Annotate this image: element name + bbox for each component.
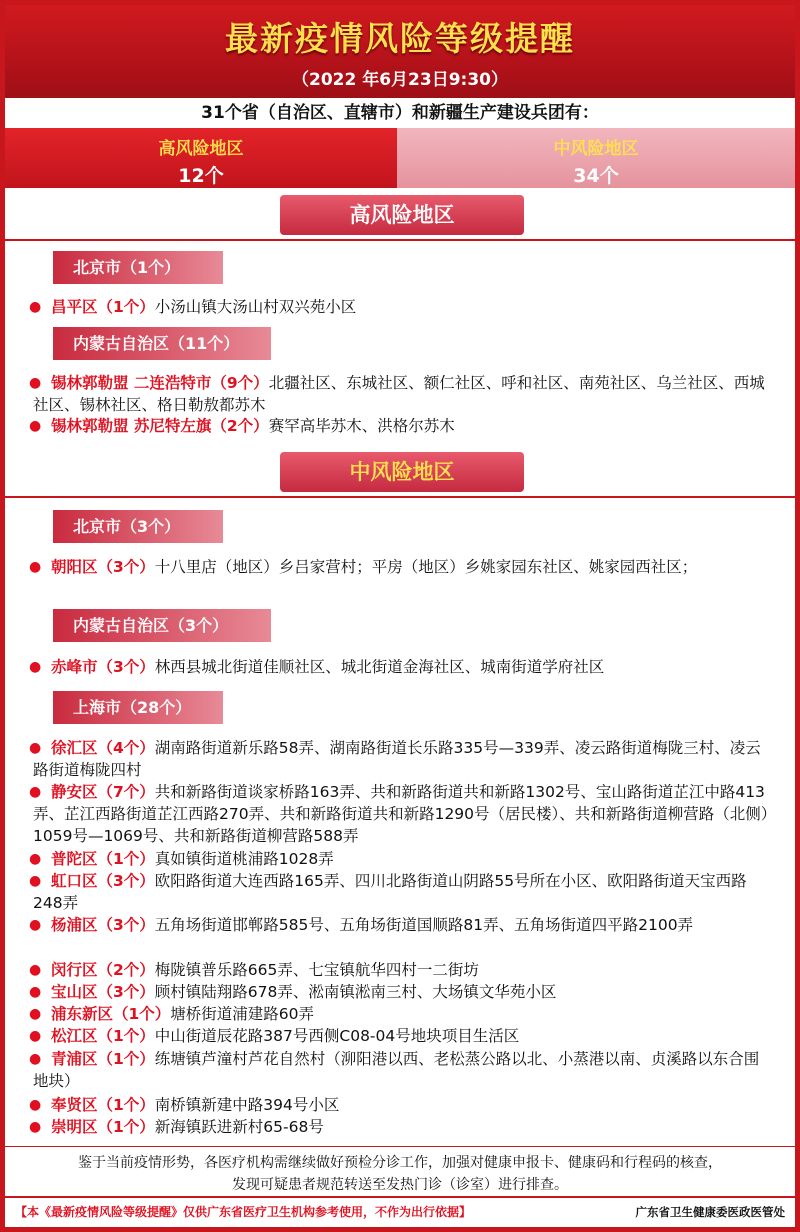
bullet-icon: ● bbox=[29, 375, 42, 391]
bullet-icon: ● bbox=[29, 1028, 42, 1044]
area-list: 南桥镇新建中路394号小区 bbox=[154, 1096, 340, 1114]
list-item bbox=[29, 1048, 773, 1092]
area-list: 林西县城北街道佳顺社区、城北街道金海社区、城南街道学府社区 bbox=[154, 658, 605, 676]
list-item bbox=[29, 1116, 773, 1138]
bullet-icon: ● bbox=[29, 851, 42, 867]
bullet-icon: ● bbox=[29, 917, 42, 933]
list-item bbox=[29, 1025, 773, 1047]
risk-count-boxes bbox=[5, 128, 795, 188]
footer-bar bbox=[5, 1196, 795, 1227]
high-risk-count-box bbox=[5, 128, 397, 188]
province-header-shanghai-mid: 上海市（28个） bbox=[53, 691, 223, 724]
high-risk-label: 高风险地区 bbox=[158, 139, 244, 159]
bullet-icon: ● bbox=[29, 962, 42, 978]
area-list: 真如镇街道桃浦路1028弄 bbox=[154, 850, 334, 868]
bullet-icon: ● bbox=[29, 1097, 42, 1113]
district-name: 青浦区（1个） bbox=[51, 1050, 155, 1068]
list-item bbox=[29, 1003, 773, 1025]
district-name: 闵行区（2个） bbox=[51, 961, 155, 979]
district-name: 朝阳区（3个） bbox=[51, 558, 155, 576]
header bbox=[5, 5, 795, 98]
province-header-beijing-mid: 北京市（3个） bbox=[53, 510, 223, 543]
footer-note-line-1: 鉴于当前疫情形势，各医疗机构需继续做好预检分诊工作，加强对健康申报卡、健康码和行程码的核查， bbox=[78, 1155, 722, 1171]
list-item bbox=[29, 959, 773, 981]
list-item bbox=[29, 981, 773, 1003]
list-item bbox=[29, 781, 773, 847]
area-list: 塘桥街道浦建路60弄 bbox=[170, 1005, 315, 1023]
district-name: 赤峰市（3个） bbox=[51, 658, 155, 676]
high-risk-divider bbox=[5, 239, 795, 241]
area-list: 共和新路街道谈家桥路163弄、共和新路街道共和新路1302号、宝山路街道芷江中路413弄、芷江西路街道芷江西路270弄、共和新路街道共和新路1290号（居民楼）、共和新路街道柳营路（北侧）1059号—1069号、共和新路街道柳营路588弄 bbox=[33, 783, 769, 845]
province-header-neimenggu-mid: 内蒙古自治区（3个） bbox=[53, 609, 271, 642]
area-list: 欧阳路街道大连西路165弄、四川北路街道山阴路55号所在小区、欧阳路街道天宝西路248弄 bbox=[33, 872, 747, 912]
page-title: 最新疫情风险等级提醒 bbox=[225, 19, 575, 58]
district-name: 普陀区（1个） bbox=[51, 850, 155, 868]
district-name: 宝山区（3个） bbox=[51, 983, 155, 1001]
list-item bbox=[29, 415, 773, 437]
bullet-icon: ● bbox=[29, 418, 42, 434]
mid-risk-divider bbox=[5, 496, 795, 498]
mid-risk-section-banner: 中风险地区 bbox=[280, 452, 524, 492]
list-item bbox=[29, 656, 773, 678]
area-list: 新海镇跃进新村65-68号 bbox=[154, 1118, 324, 1136]
mid-risk-count-box bbox=[397, 128, 795, 188]
district-name: 崇明区（1个） bbox=[51, 1118, 155, 1136]
list-item bbox=[29, 556, 773, 578]
bullet-icon: ● bbox=[29, 784, 42, 800]
area-list: 五角场街道邯郸路585号、五角场街道国顺路81弄、五角场街道四平路2100弄 bbox=[154, 916, 694, 934]
bullet-icon: ● bbox=[29, 984, 42, 1000]
area-list: 顾村镇陆翔路678弄、淞南镇淞南三村、大场镇文华苑小区 bbox=[154, 983, 557, 1001]
bullet-icon: ● bbox=[29, 559, 42, 575]
list-item bbox=[29, 914, 773, 936]
bullet-icon: ● bbox=[29, 299, 42, 315]
area-list: 北疆社区、东城社区、额仁社区、呼和社区、南苑社区、乌兰社区、西城社区、锡林社区、格日勒敖都苏木 bbox=[33, 374, 765, 414]
area-list: 中山街道辰花路387号西侧C08-04号地块项目生活区 bbox=[154, 1027, 520, 1045]
high-risk-count: 12个 bbox=[178, 165, 224, 187]
district-name: 奉贤区（1个） bbox=[51, 1096, 155, 1114]
district-name: 虹口区（3个） bbox=[51, 872, 155, 890]
district-name: 浦东新区（1个） bbox=[51, 1005, 171, 1023]
area-list: 练塘镇芦潼村芦花自然村（泖阳港以西、老松蒸公路以北、小蒸港以南、贞溪路以东合围地块） bbox=[33, 1050, 760, 1090]
district-name: 徐汇区（4个） bbox=[51, 739, 155, 757]
area-list: 赛罕高毕苏木、洪格尔苏木 bbox=[268, 417, 455, 435]
province-header-beijing-high: 北京市（1个） bbox=[53, 251, 223, 284]
district-name: 杨浦区（3个） bbox=[51, 916, 155, 934]
list-item bbox=[29, 1094, 773, 1116]
summary-line: 31个省（自治区、直辖市）和新疆生产建设兵团有： bbox=[201, 103, 599, 123]
footer-divider bbox=[5, 1146, 795, 1147]
footer-note-line-2: 发现可疑患者规范转送至发热门诊（诊室）进行排查。 bbox=[232, 1177, 568, 1193]
area-list: 十八里店（地区）乡吕家营村；平房（地区）乡姚家园东社区、姚家园西社区； bbox=[154, 558, 698, 576]
bullet-icon: ● bbox=[29, 1051, 42, 1067]
district-name: 锡林郭勒盟 苏尼特左旗（2个） bbox=[51, 417, 269, 435]
mid-risk-count: 34个 bbox=[573, 165, 619, 187]
bullet-icon: ● bbox=[29, 1006, 42, 1022]
bullet-icon: ● bbox=[29, 1119, 42, 1135]
list-item bbox=[29, 870, 773, 914]
list-item bbox=[29, 296, 773, 318]
list-item bbox=[29, 372, 773, 416]
bullet-icon: ● bbox=[29, 740, 42, 756]
bullet-icon: ● bbox=[29, 873, 42, 889]
area-list: 梅陇镇普乐路665弄、七宝镇航华四村一二街坊 bbox=[154, 961, 479, 979]
area-list: 小汤山镇大汤山村双兴苑小区 bbox=[154, 298, 357, 316]
issuing-organization: 广东省卫生健康委医政医管处 bbox=[635, 1205, 785, 1219]
update-date: （2022 年6月23日9:30） bbox=[291, 70, 508, 90]
footer-note bbox=[5, 1148, 795, 1196]
district-name: 松江区（1个） bbox=[51, 1027, 155, 1045]
area-list: 湖南路街道新乐路58弄、湖南路街道长乐路335号—339弄、凌云路街道梅陇三村、凌云路街道梅陇四村 bbox=[33, 739, 761, 779]
list-item bbox=[29, 848, 773, 870]
district-name: 昌平区（1个） bbox=[51, 298, 155, 316]
disclaimer: 【本《最新疫情风险等级提醒》仅供广东省医疗卫生机构参考使用，不作为出行依据】 bbox=[15, 1205, 472, 1219]
mid-risk-label: 中风险地区 bbox=[553, 139, 639, 159]
province-header-neimenggu-high: 内蒙古自治区（11个） bbox=[53, 327, 271, 360]
district-name: 静安区（7个） bbox=[51, 783, 155, 801]
district-name: 锡林郭勒盟 二连浩特市（9个） bbox=[51, 374, 269, 392]
bullet-icon: ● bbox=[29, 659, 42, 675]
list-item bbox=[29, 737, 773, 781]
high-risk-section-banner: 高风险地区 bbox=[280, 195, 524, 235]
